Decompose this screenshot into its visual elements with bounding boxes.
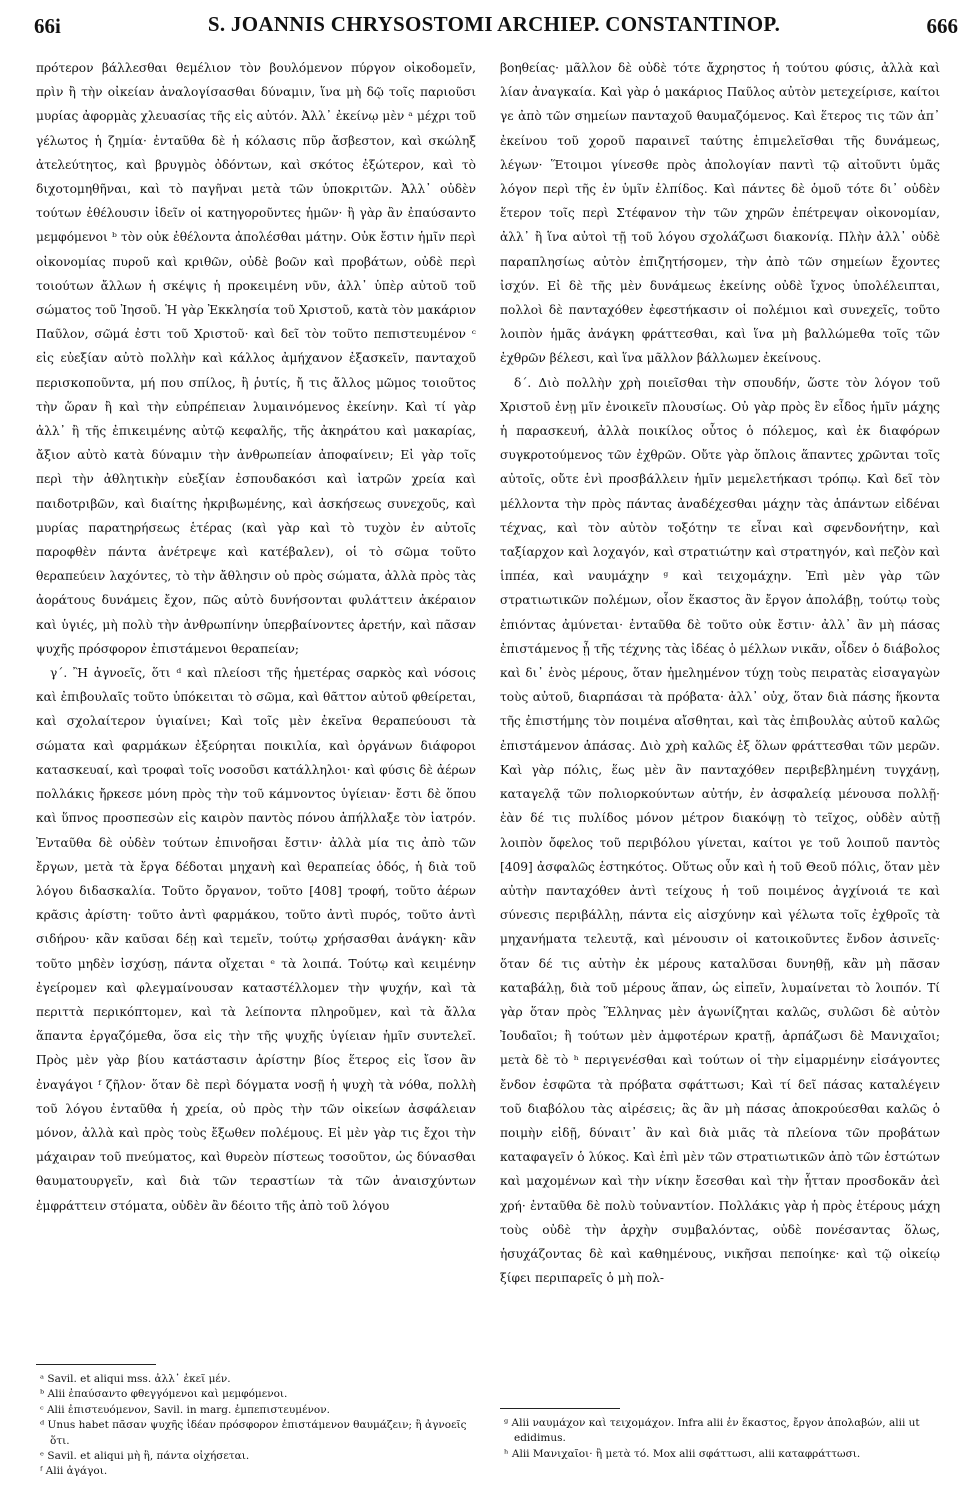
right-paragraph-2: δ´. Διὸ πολλὴν χρὴ ποιεῖσθαι τὴν σπουδήν, ὥστε τὸν λόγον τοῦ Χριστοῦ ἐνῃ μῖν ἐνοικεῖν πλουσίως. Οὐ γὰρ πρὸς ἓν εἶδος ἡμῖν μάχης ἡ παρασκευή, ἀλλὰ ποικίλος οὗτος ὁ πόλεμος, καὶ ἐκ διαφόρων συγκροτούμενος τῶν ἐχθρῶν. Οὔτε γὰρ ὅπλοις ἅπαντες χρῶνται τοῖς αὐτοῖς, οὔτε ἑνὶ προσβάλλειν ἡμῖν μεμελετήκασι τρόπῳ. Καὶ δεῖ τὸν μέλλοντα τὴν πρὸς πάντας ἀναδέχεσθαι μάχην τὰς ἁπάντων εἰδέναι τέχνας, καὶ τὸν αὐτὸν τοξότην τε εἶναι καὶ σφενδονήτην, καὶ ταξίαρχον καὶ λοχαγόν, καὶ στρατιώτην καὶ στρατηγόν, καὶ πεζὸν καὶ ἱππέα, καὶ ναυμάχην ᵍ καὶ τειχομάχην. Ἐπὶ μὲν γὰρ τῶν στρατιωτικῶν πολέμων, οἷον ἕκαστος ἂν ἔργον ἀπολάβῃ, τούτῳ τοὺς ἐπιόντας ἀμύνεται· ἐνταῦθα δὲ τοῦτο οὐκ ἔστιν· ἀλλ᾽ ἂν μὴ πάσας ἐπιστάμενος ᾖ τῆς τέχνης τὰς ἰδέας ὁ μέλλων νικᾶν, οἶδεν ὁ διάβολος καὶ δι᾽ ἑνὸς μέρους, ὅταν ἠμελημένον τύχῃ τοὺς πειρατὰς εἰσαγαγὼν τοὺς αὐτοῦ, διαρπάσαι τὰ πρόβατα· ἀλλ᾽ οὐχ, ὅταν διὰ πάσης ἥκοντα τῆς ἐπιστήμης τὸν ποιμένα αἴσθηται, καὶ τὰς ἐπιβουλὰς αὐτοῦ καλῶς ἐπιστάμενον ἁπάσας. Διὸ χρὴ καλῶς ἐξ ὅλων φράττεσθαι τῶν μερῶν. Καὶ γὰρ πόλις, ἕως μὲν ἂν πανταχόθεν περιβεβλημένη τυγχάνῃ, καταγελᾷ τῶν πολιορκούντων αὐτήν, ἐν ἀσφαλείᾳ μένουσα πολλῇ· ἐὰν δέ τις πυλίδος μόνον μέτρον διακόψῃ τὸ τεῖχος, οὐδὲν αὐτῇ λοιπὸν ὄφελος τοῦ περιβόλου γίνεται, καίτοι γε τοῦ λοιποῦ παντὸς [409] ἀσφαλῶς ἑστηκότος. Οὕτως οὖν καὶ ἡ τοῦ Θεοῦ πόλις, ὅταν μὲν αὐτὴν πανταχόθεν ἀντὶ τείχους ἡ τοῦ ποιμένος ἀγχίνοιά τε καὶ σύνεσις περιβάλλῃ, πάντα εἰς αἰσχύνην καὶ γέλωτα τοῖς ἐχθροῖς τὰ μηχανήματα τελευτᾷ, καὶ μένουσιν οἱ κατοικοῦντες ἔνδον ἀσινεῖς· ὅταν δέ τις αὐτὴν ἐκ μέρους καταλῦσαι δυνηθῇ, κἂν μὴ πᾶσαν καταβάλῃ, διὰ τοῦ μέρους ἅπαν, ὡς εἰπεῖν, λυμαίνεται τὸ λοιπόν. Τί γὰρ ὅταν πρὸς Ἕλληνας μὲν ἀγωνίζηται καλῶς, συλῶσι δὲ αὐτὸν Ἰουδαῖοι; ἢ τούτων μὲν ἀμφοτέρων κρατῇ, ἁρπάζωσι δὲ Μανιχαῖοι; μετὰ δὲ τὸ ʰ περιγενέσθαι καὶ τούτων οἱ τὴν εἱμαρμένην εἰσάγοντες ἔνδον ἐσφῶτα τὰ πρόβατα σφάττωσι; Καὶ τί δεῖ πάσας καταλέγειν τοῦ διαβόλου τὰς αἱρέσεις; ἃς ἂν μὴ πάσας ἀποκρούεσθαι καλῶς ὁ ποιμὴν εἰδῇ, δύναιτ᾽ ἂν καὶ διὰ μιᾶς τὰ πλείονα τῶν προβάτων καταφαγεῖν ὁ λύκος. Καὶ ἐπὶ μὲν τῶν στρατιωτικῶν ἀπὸ τῶν ἑστώτων καὶ μαχομένων καὶ τὴν νίκην ἔσεσθαι καὶ τὴν ἧτταν προσδοκᾶν ἀεὶ χρή· ἐνταῦθα δὲ πολὺ τοὐναντίον. Πολλάκις γὰρ ἡ πρὸς ἑτέρους μάχη τοὺς οὐδὲ τὴν ἀρχὴν συμβαλόντας, οὐδὲ πονέσαντας ὅλως, ἡσυχάζοντας δὲ καὶ καθημένους, νικῆσαι πεποίηκε· καὶ τῷ οἰκείῳ ξίφει περιπαρεῖς ὁ μὴ πολ-: [500, 375, 940, 1286]
footnote-g: ᵍ Alii ναυμάχον καὶ τειχομάχον. Infra alii ἐν ἕκαστος, ἔργον ἀπολαβών, alii ut edidimus.: [504, 1417, 920, 1445]
footnote-divider-right: [500, 1408, 620, 1409]
page-number-left: 66i: [34, 14, 61, 38]
footnote-e: ᵉ Savil. et aliqui μὴ ἢ, πάντα οἰχήσεται.: [40, 1450, 250, 1463]
footnotes-left: [36, 1372, 476, 1480]
running-head: S. JOANNIS CHRYSOSTOMI ARCHIEP. CONSTANTINOP.: [207, 12, 781, 36]
footnote-c: ᶜ Alii ἐπιστευόμενον, Savil. in marg. ἐμπεπιστευμένον.: [40, 1403, 330, 1416]
footnote-d: ᵈ Unus habet πᾶσαν ψυχῆς ἰδέαν πρόσφορον ἐπιστάμενον θαυμάζειν; ἢ ἀγνοεῖς ὅτι.: [40, 1419, 467, 1447]
page-header: [30, 8, 958, 44]
left-paragraph-2: γ´. Ἢ ἀγνοεῖς, ὅτι ᵈ καὶ πλείοσι τῆς ἡμετέρας σαρκὸς καὶ νόσοις καὶ ἐπιβουλαῖς τοῦτο ὑπόκειται τὸ σῶμα, καὶ θᾶττον αὐτοῦ φθείρεται, καὶ σχολαίτερον ὑγιαίνει; Καὶ τοῖς μὲν ἐκεῖνα θεραπεύουσι τὰ σώματα καὶ φαρμάκων ἐξεύρηται ποικιλία, καὶ ὀργάνων διάφοροι κατασκευαί, καὶ τροφαὶ τοῖς νοσοῦσι κατάλληλοι· καὶ φύσις δὲ ἀέρων πολλάκις ἤρκεσε μόνη πρὸς τὴν τοῦ κάμνοντος ὑγίειαν· ἔστι δὲ ὅπου καὶ ὕπνος προσπεσὼν εἰς καιρὸν παντὸς πόνου ἀπήλλαξε τὸν ἰατρόν. Ἐνταῦθα δὲ οὐδὲν τούτων ἐπινοῆσαι ἔστιν· ἀλλὰ μία τις ἀπὸ τῶν ἔργων, μετὰ τὰ ἔργα δέδοται μηχανὴ καὶ θεραπείας ὁδός, ἡ διὰ τοῦ λόγου διδασκαλία. Τοῦτο ὄργανον, τοῦτο [408] τροφή, τοῦτο ἀέρων κρᾶσις ἀρίστη· τοῦτο ἀντὶ φαρμάκου, τοῦτο ἀντὶ πυρός, τοῦτο ἀντὶ σιδήρου· κἂν καῦσαι δέῃ καὶ τεμεῖν, τούτῳ χρήσασθαι ἀνάγκη· κἂν τοῦτο μηδὲν ἰσχύσῃ, πάντα οἴχεται ᵉ τὰ λοιπά. Τούτῳ καὶ κειμένην ἐγείρομεν καὶ φλεγμαίνουσαν καταστέλλομεν τὴν ψυχήν, καὶ τὰ περιττὰ περικόπτομεν, καὶ τὰ λείποντα πληροῦμεν, καὶ τὰ ἄλλα ἅπαντα ἐργαζόμεθα, ὅσα εἰς τὴν τῆς ψυχῆς ὑγίειαν ἡμῖν συντελεῖ. Πρὸς μὲν γὰρ βίου κατάστασιν ἀρίστην βίος ἕτερος εἰς ἴσον ἂν ἐναγάγοι ᶠ ζῆλον· ὅταν δὲ περὶ δόγματα νοσῇ ἡ ψυχὴ τὰ νόθα, πολλὴ τοῦ λόγου ἐνταῦθα ἡ χρεία, οὐ πρὸς τὴν τῶν οἰκείων ἀσφάλειαν μόνον, ἀλλὰ καὶ πρὸς τοὺς ἔξωθεν πολέμους. Εἰ μὲν γὰρ τις ἔχοι τὴν μάχαιραν τοῦ πνεύματος, καὶ θυρεὸν πίστεως τοσοῦτον, ὡς δύνασθαι θαυματουργεῖν, καὶ διὰ τῶν τεραστίων τὰ τῶν ἀναισχύντων ἐμφράττειν στόματα, οὐδὲν ἂν δέοιτο τῆς ἀπὸ τοῦ λόγου: [36, 666, 476, 1213]
footnote-h: ʰ Alii Μανιχαῖοι· ἢ μετὰ τό. Mox alii σφάττωσι, alii καταφράττωσι.: [504, 1447, 861, 1460]
footnote-a: ᵃ Savil. et aliqui mss. ἀλλ᾽ ἐκεῖ μέν.: [40, 1373, 231, 1385]
footnote-f: ᶠ Alii ἀγάγοι.: [40, 1465, 108, 1478]
right-paragraph-1: βοηθείας· μᾶλλον δὲ οὐδὲ τότε ἄχρηστος ἡ τούτου φύσις, ἀλλὰ καὶ λίαν ἀναγκαία. Καὶ γὰρ ὁ μακάριος Παῦλος αὐτὸν μετεχείρισε, καίτοι γε ἀπὸ τῶν σημείων πανταχοῦ θαυμαζόμενος. Καὶ ἕτερος τις τῶν ἀπ᾽ ἐκείνου τοῦ χοροῦ παραινεῖ ταύτης ἐπιμελεῖσθαι τῆς δυνάμεως, λέγων· Ἕτοιμοι γίνεσθε πρὸς ἀπολογίαν παντὶ τῷ αἰτοῦντι ὑμᾶς λόγον περὶ τῆς ἐν ὑμῖν ἐλπίδος. Καὶ πάντες δὲ ὁμοῦ τότε δι᾽ οὐδὲν ἕτερον τοῖς περὶ Στέφανον τὴν τῶν χηρῶν ἐπέτρεψαν οἰκονομίαν, ἀλλ᾽ ἢ ἵνα αὐτοὶ τῇ τοῦ λόγου σχολάζωσι διακονίᾳ. Πλὴν ἀλλ᾽ οὐδὲ παραπλησίως αὐτὸν ἐπιζητήσομεν, τὴν ἀπὸ τῶν σημείων ἔχοντες ἰσχύν. Εἰ δὲ τῆς μὲν δυνάμεως ἐκείνης οὐδὲ ἴχνος ὑπολέλειπται, πολλοὶ δὲ πανταχόθεν ἐφεστήκασιν οἱ πολέμιοι καὶ συνεχεῖς, τοῦτο λοιπὸν ἡμᾶς ἀνάγκη φράττεσθαι, καὶ ἵνα μὴ βαλλώμεθα τοῖς τῶν ἐχθρῶν βέλεσι, καὶ ἵνα μᾶλλον βάλλωμεν ἐκείνους.: [500, 61, 940, 366]
right-column: [500, 56, 940, 1290]
footnote-divider-left: [36, 1364, 156, 1365]
page-number-right: 666: [926, 14, 958, 38]
left-paragraph-1: πρότερον βάλλεσθαι θεμέλιον τὸν βουλόμενον πύργον οἰκοδομεῖν, πρὶν ἢ τὴν οἰκείαν ἀναλογίσασθαι δύναμιν, ἵνα μὴ δῷ τοῖς παριοῦσι μυρίας ἀφορμὰς χλευασίας τῆς εἰς αὐτόν. Ἀλλ᾽ ἐκείνῳ μὲν ᵃ μέχρι τοῦ γέλωτος ἡ ζημία· ἐνταῦθα δὲ ἡ κόλασις πῦρ ἄσβεστον, καὶ σκώληξ ἀτελεύτητος, καὶ βρυγμὸς ὀδόντων, καὶ σκότος ἐξώτερον, καὶ τὸ διχοτομηθῆναι, καὶ τὸ παγῆναι μετὰ τῶν ὑποκριτῶν. Ἀλλ᾽ οὐδὲν τούτων ἐθέλουσιν ἰδεῖν οἱ κατηγοροῦντες ἡμῶν· ἢ γὰρ ἂν ἐπαύσαντο μεμφόμενοι ᵇ τὸν οὐκ ἐθέλοντα ἀπολέσθαι μάτην. Οὐκ ἔστιν ἡμῖν περὶ οἰκονομίας πυροῦ καὶ κριθῶν, οὐδὲ βοῶν καὶ προβάτων, οὐδὲ περὶ τοιούτων ἄλλων ἡ σκέψις ἡ προκειμένη νῦν, ἀλλ᾽ ὑπὲρ αὐτοῦ τοῦ σώματος τοῦ Ἰησοῦ. Ἡ γὰρ Ἐκκλησία τοῦ Χριστοῦ, κατὰ τὸν μακάριον Παῦλον, σῶμά ἐστι τοῦ Χριστοῦ· καὶ δεῖ τὸν τοῦτο πεπιστευμένον ᶜ εἰς εὐεξίαν αὐτὸ πολλὴν καὶ κάλλος ἀμήχανον ἐξασκεῖν, πανταχοῦ περισκοποῦντα, μή που σπίλος, ἢ ῥυτίς, ἤ τις ἄλλος μῶμος τοιοῦτος τὴν ὥραν ἢ καὶ τὴν εὐπρέπειαν λυμαινόμενος ἐκείνην. Καὶ τί γὰρ ἀλλ᾽ ἢ τῆς ἐπικειμένης αὐτῷ κεφαλῆς, τῆς ἀκηράτου καὶ μακαρίας, ἄξιον αὐτὸ κατὰ δύναμιν τὴν ἀνθρωπείαν ἀποφαίνειν; Εἰ γὰρ τοῖς περὶ τὴν ἀθλητικὴν εὐεξίαν ἐσπουδακόσι καὶ ἰατρῶν χρεία καὶ παιδοτριβῶν, καὶ διαίτης ἠκριβωμένης, καὶ ἀσκήσεως συνεχοῦς, καὶ μυρίας παρατηρήσεως ἑτέρας (καὶ γὰρ καὶ τὸ τυχὸν ἐν αὐτοῖς παροφθὲν πάντα ἀνέτρεψε καὶ κατέβαλεν), οἱ τὸ σῶμα τοῦτο θεραπεύειν λαχόντες, τὸ τὴν ἄθλησιν οὐ πρὸς σώματα, ἀλλὰ πρὸς τὰς ἀοράτους δυνάμεις ἔχον, πῶς αὐτὸ δυνήσονται φυλάττειν ἀκέραιον καὶ ὑγιές, μὴ πολὺ τὴν ἀνθρωπίνην ὑπερβαίνοντες ἀρετήν, καὶ πᾶσαν ψυχῆς πρόσφορον ἐπιστάμενοι θεραπείαν;: [36, 61, 476, 656]
footnote-b: ᵇ Alii ἐπαύσαντο φθεγγόμενοι καὶ μεμφόμενοι.: [40, 1388, 288, 1401]
footnotes-right: [500, 1416, 940, 1462]
left-column: [36, 56, 476, 1218]
